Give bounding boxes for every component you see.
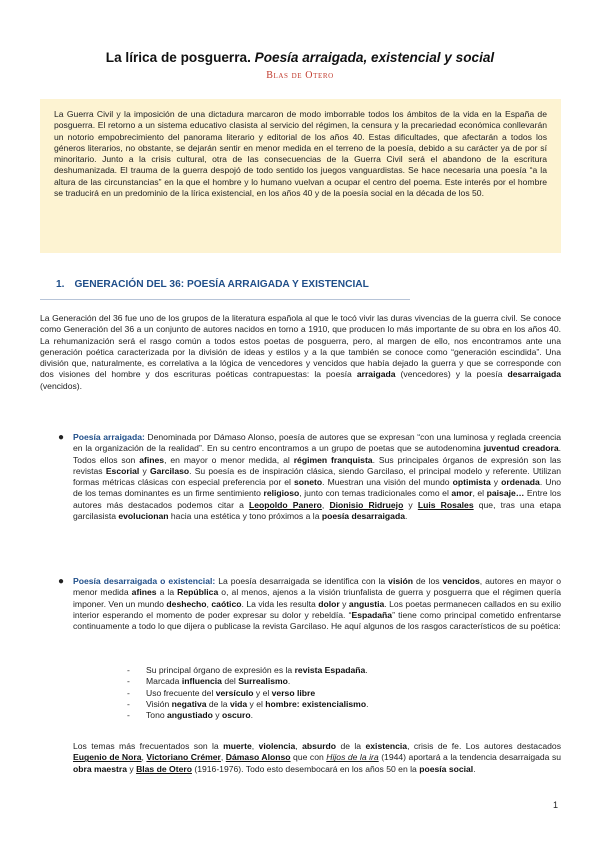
author-name: Dionisio Ridruejo bbox=[329, 499, 404, 510]
intro-box: La Guerra Civil y la imposición de una dictadura marcaron de modo imborrable todos los ámbitos de la vida en la España de posguerra. El retorno a un sistema educativo clasista al servicio del régimen, la censura y la precariedad económica conllevarán un notorio empobrecimiento del panorama literario y editorial de los años 40. Estas dificultades, que afectarán a todos los géneros literarios, no obstante, se dejarán sentir en menor medida en el terreno de la poesía, debido a su carácter ya de por sí minoritario. Junto a la crisis cultural, otra de las consecuencias de la Guerra Civil será el abandono de la escritura deshumanizada. El trauma de la guerra despojó de todo sentido los juegos vanguardistas. Se hace necesaria una poesía “a la altura de las circunstancias” en la que el hombre y lo humano vuelvan a ocupar el centro del poema. Este interés por el hombre se traducirá en un predominio de la lírica existencial, en los años 40 y de la poesía social en la década de los 50. bbox=[40, 99, 561, 253]
paragraph-generacion-36: La Generación del 36 fue uno de los grupos de la literatura española al que le tocó vivir las duras vivencias de la guerra civil. Se conoce como Generación del 36 a un conjunto de autores nacidos en torno a 1910, que producen lo más importante de su obra en los años 40. La rehumanización será el rasgo común a todos estos poetas de posguerra, pero, al margen de ello, nos encontramos ante una generación poética caracterizada por la división de ideas y estilos y a la que también se conoce como “generación escindida”. Una división que, naturalmente, es correlativa a la lógica de vencedores y vencidos que había dejado la guerra y que se corresponde con dos visiones del hombre y dos escrituras poéticas contrapuestas: la poesía arraigada (vencedores) y la poesía desarraigada (vencidos). bbox=[40, 313, 562, 391]
section-number: 1. bbox=[56, 279, 65, 290]
item-label: Poesía desarraigada o existencial: bbox=[73, 576, 216, 586]
title-italic: Poesía arraigada, existencial y social bbox=[254, 50, 495, 65]
section-heading bbox=[40, 279, 410, 290]
feature-item: - Visión negativa de la vida y el hombre: existencialismo. bbox=[127, 698, 369, 709]
bullet-marker: ● bbox=[58, 432, 65, 443]
features-list bbox=[127, 665, 547, 721]
author-name: Blas de Otero bbox=[136, 763, 192, 774]
title-plain: La lírica de posguerra. bbox=[105, 50, 251, 65]
list-item-poesia-arraigada: Poesía arraigada: Denominada por Dámaso Alonso, poesía de autores que se expresan “con una luminosa y reglada creencia en la organización de la realidad”. En su centro encontramos a un grupo de poetas que se autodenomina juventud creadora. Todos ellos son afines, en mayor o menor medida, al régimen franquista. Sus principales órganos de expresión son las revistas Escorial y Garcilaso. Su poesía es de inspiración clásica, siendo Garcilaso, el principal modelo y referente. Utilizan formas métricas clásicas con especial preferencia por el soneto. Muestran una visión del mundo optimista y ordenada. Uno de los temas dominantes es un firme sentimiento religioso, junto con temas tradicionales como el amor, el paisaje… Entre los autores más destacados podemos citar a Leopoldo Panero, Dionisio Ridruejo y Luis Rosales que, tras una etapa garcilasista evolucionan hacia una estética y tono próximos a la poesía desarraigada. bbox=[73, 432, 562, 522]
section-divider bbox=[40, 299, 410, 300]
author-name: Dámaso Alonso bbox=[225, 752, 291, 763]
list-item-poesia-desarraigada: Poesía desarraigada o existencial: La poesía desarraigada se identifica con la visión de los vencidos, autores en mayor o menor medida afines a la República o, al menos, ajenos a la visión triunfalista de guerra y posguerra que el régimen quería imponer. Ven un mundo deshecho, caótico. La vida les resulta dolor y angustia. Los poetas permanecen callados en su exilio interior esperando el momento de poder expresar su dolor y rebeldía. “Espadaña” tiene como principal cometido enfrentarse continuamente a todo lo que dijera o publicase la revista Garcilaso. He aquí algunos de los rasgos característicos de su poética: bbox=[73, 576, 562, 632]
author-name: Leopoldo Panero bbox=[248, 499, 322, 510]
page-number: 1 bbox=[553, 800, 559, 810]
author-name: Luis Rosales bbox=[417, 499, 474, 510]
item-label: Poesía arraigada: bbox=[73, 432, 145, 442]
feature-item: - Marcada influencia del Surrealismo. bbox=[127, 676, 291, 687]
feature-item: - Su principal órgano de expresión es la revista Espadaña. bbox=[127, 665, 368, 675]
author-name: Victoriano Crémer bbox=[146, 752, 221, 763]
section-title: GENERACIÓN DEL 36: POESÍA ARRAIGADA Y EXISTENCIAL bbox=[74, 279, 369, 290]
author-name: Eugenio de Nora bbox=[73, 752, 142, 763]
document-title bbox=[0, 50, 600, 65]
book-title: Hijos de la ira bbox=[326, 752, 379, 763]
feature-item: - Tono angustiado y oscuro. bbox=[127, 710, 253, 721]
paragraph-temas: Los temas más frecuentados son la muerte, violencia, absurdo de la existencia, crisis de fe. Los autores destacados Eugenio de Nora, Victoriano Crémer, Dámaso Alonso que con Hijos de la ira (1944) aportará a la tendencia desarraigada su obra maestra y Blas de Otero (1916-1976). Todo esto desembocará en los años 50 en la poesía social. bbox=[73, 741, 562, 774]
document-subtitle: Blas de Otero bbox=[266, 70, 334, 81]
feature-item: - Uso frecuente del versículo y el verso libre bbox=[127, 687, 316, 698]
bullet-marker: ● bbox=[58, 576, 65, 587]
